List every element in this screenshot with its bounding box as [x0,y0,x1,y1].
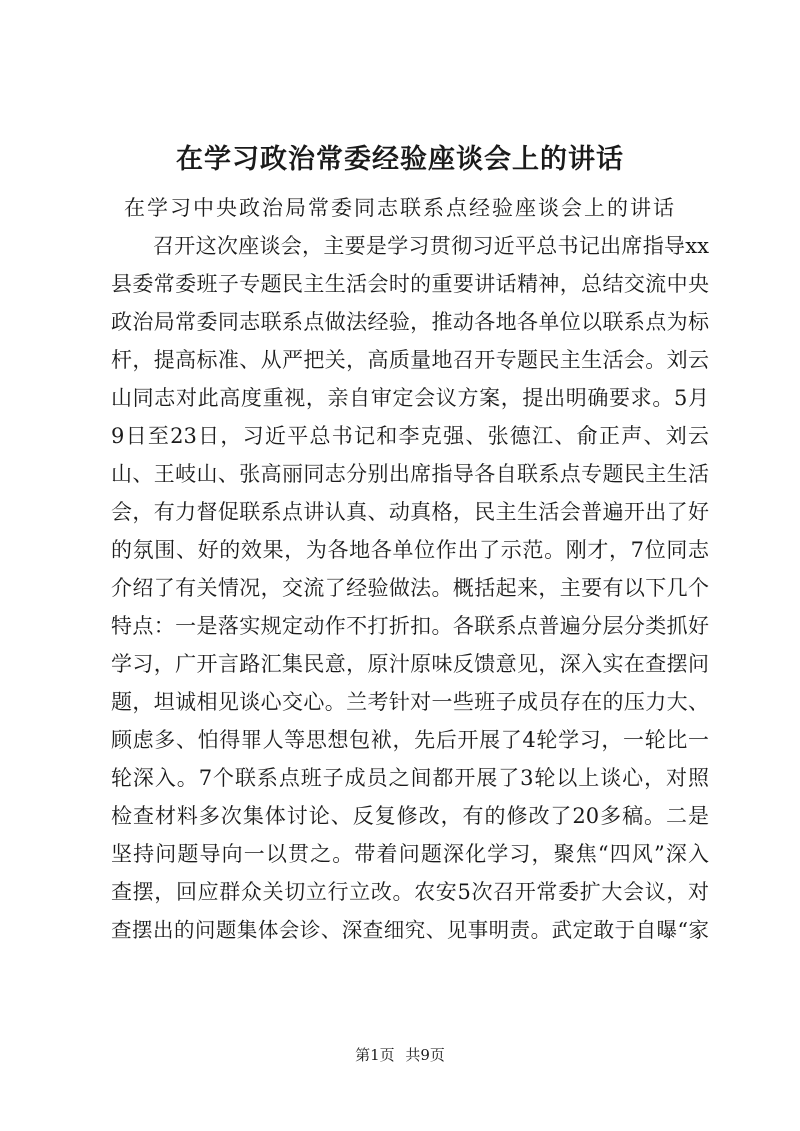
body-line: 会，有力督促联系点讲认真、动真格，民主生活会普遍开出了好 [111,500,709,524]
body-line: 查摆出的问题集体会诊、深查细究、见事明责。武定敢于自曝“家 [111,918,709,942]
body-line: 介绍了有关情况，交流了经验做法。概括起来，主要有以下几个 [111,576,709,600]
body-line: 检查材料多次集体讨论、反复修改，有的修改了20多稿。二是 [111,804,709,828]
body-line: 学习，广开言路汇集民意，原汁原味反馈意见，深入实在查摆问 [111,652,709,676]
body-line: 查摆，回应群众关切立行立改。农安5次召开常委扩大会议，对 [111,880,709,904]
body-line: 杆，提高标准、从严把关，高质量地召开专题民主生活会。刘云 [111,348,709,372]
page-footer [0,1044,800,1066]
body-line: 召开这次座谈会，主要是学习贯彻习近平总书记出席指导xx [153,234,709,258]
body-line: 轮深入。7个联系点班子成员之间都开展了3轮以上谈心，对照 [111,766,709,790]
page-total: 共9页 [405,1046,445,1064]
document-subtitle: 在学习中央政治局常委同志联系点经验座谈会上的讲话 [124,196,676,220]
body-line: 山、王岐山、张高丽同志分别出席指导各自联系点专题民主生活 [111,462,709,486]
body-line: 的氛围、好的效果，为各地各单位作出了示范。刚才，7位同志 [111,538,709,562]
body-line: 9日至23日，习近平总书记和李克强、张德江、俞正声、刘云 [111,424,709,448]
body-line: 顾虑多、怕得罪人等思想包袱，先后开展了4轮学习，一轮比一 [111,728,709,752]
body-line: 坚持问题导向一以贯之。带着问题深化学习，聚焦“四风”深入 [111,842,709,866]
body-line: 县委常委班子专题民主生活会时的重要讲话精神，总结交流中央 [111,272,709,296]
page-number: 第1页 [355,1046,395,1064]
body-line: 题，坦诚相见谈心交心。兰考针对一些班子成员存在的压力大、 [111,690,709,714]
body-line: 政治局常委同志联系点做法经验，推动各地各单位以联系点为标 [111,310,709,334]
body-line: 特点：一是落实规定动作不打折扣。各联系点普遍分层分类抓好 [111,614,709,638]
body-line: 山同志对此高度重视，亲自审定会议方案，提出明确要求。5月 [111,386,709,410]
document-title: 在学习政治常委经验座谈会上的讲话 [176,144,624,175]
